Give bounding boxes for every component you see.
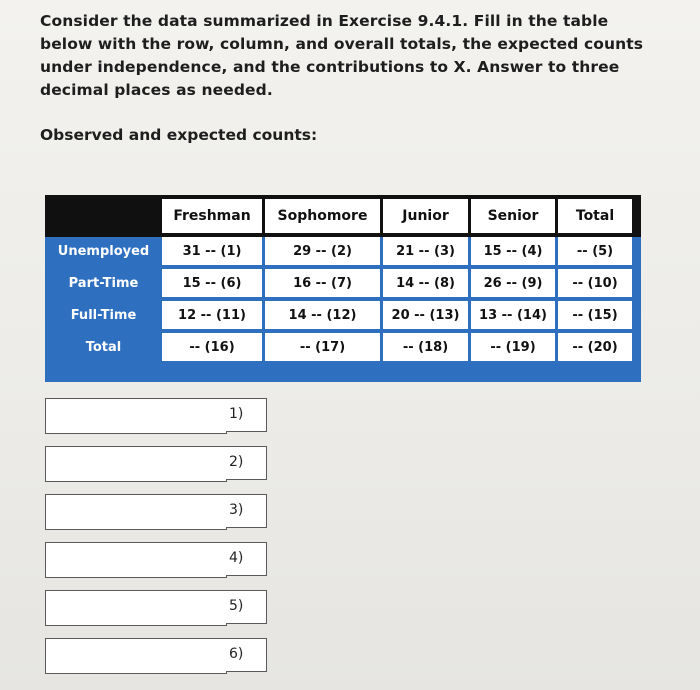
- col-header-junior: Junior: [383, 199, 468, 233]
- answer-row: [45, 638, 285, 672]
- table-cell: 13 -- (14): [471, 301, 555, 329]
- table-cell: -- (20): [558, 333, 632, 361]
- table-cell: 15 -- (6): [162, 269, 262, 297]
- table-cell: -- (10): [558, 269, 632, 297]
- table-cell: -- (5): [558, 237, 632, 265]
- answer-label-3: 3): [229, 502, 244, 518]
- table-row: [48, 333, 632, 361]
- section-title: Observed and expected counts:: [40, 126, 318, 144]
- answer-input-1[interactable]: [45, 398, 227, 434]
- row-header-full-time: Full-Time: [48, 301, 159, 329]
- table-cell: 31 -- (1): [162, 237, 262, 265]
- col-header-senior: Senior: [471, 199, 555, 233]
- col-header-total: Total: [558, 199, 632, 233]
- answer-row: [45, 494, 285, 528]
- table-row: [48, 301, 632, 329]
- answer-row: [45, 542, 285, 576]
- table-cell: -- (15): [558, 301, 632, 329]
- table-cell: -- (16): [162, 333, 262, 361]
- table-cell: 21 -- (3): [383, 237, 468, 265]
- table-corner-cell: [48, 199, 159, 233]
- answer-row: [45, 398, 285, 432]
- answer-row: [45, 590, 285, 624]
- table-cell: 20 -- (13): [383, 301, 468, 329]
- answer-row: [45, 446, 285, 480]
- table-cell: 14 -- (8): [383, 269, 468, 297]
- table-cell: -- (18): [383, 333, 468, 361]
- answer-label-2: 2): [229, 454, 244, 470]
- row-header-total: Total: [48, 333, 159, 361]
- table-cell: 16 -- (7): [265, 269, 380, 297]
- answer-label-4: 4): [229, 550, 244, 566]
- col-header-sophomore: Sophomore: [265, 199, 380, 233]
- answer-input-6[interactable]: [45, 638, 227, 674]
- answer-input-5[interactable]: [45, 590, 227, 626]
- table-cell: -- (19): [471, 333, 555, 361]
- answer-input-3[interactable]: [45, 494, 227, 530]
- answer-label-5: 5): [229, 598, 244, 614]
- table-header-row: [48, 199, 632, 233]
- answer-input-2[interactable]: [45, 446, 227, 482]
- table-cell: 26 -- (9): [471, 269, 555, 297]
- table-cell: 29 -- (2): [265, 237, 380, 265]
- question-instructions: Consider the data summarized in Exercise 9.4.1. Fill in the table below with the row, column, and overall totals, the expected counts under independence, and the contributions to X. Answer to three decimal places as needed.: [40, 12, 644, 99]
- table-row: [48, 237, 632, 265]
- counts-table: [45, 195, 635, 365]
- answer-label-6: 6): [229, 646, 244, 662]
- table-row: [48, 269, 632, 297]
- answer-label-1: 1): [229, 406, 244, 422]
- row-header-part-time: Part-Time: [48, 269, 159, 297]
- col-header-freshman: Freshman: [162, 199, 262, 233]
- row-header-unemployed: Unemployed: [48, 237, 159, 265]
- table-cell: 14 -- (12): [265, 301, 380, 329]
- table-cell: 12 -- (11): [162, 301, 262, 329]
- answer-input-4[interactable]: [45, 542, 227, 578]
- table-cell: -- (17): [265, 333, 380, 361]
- table-cell: 15 -- (4): [471, 237, 555, 265]
